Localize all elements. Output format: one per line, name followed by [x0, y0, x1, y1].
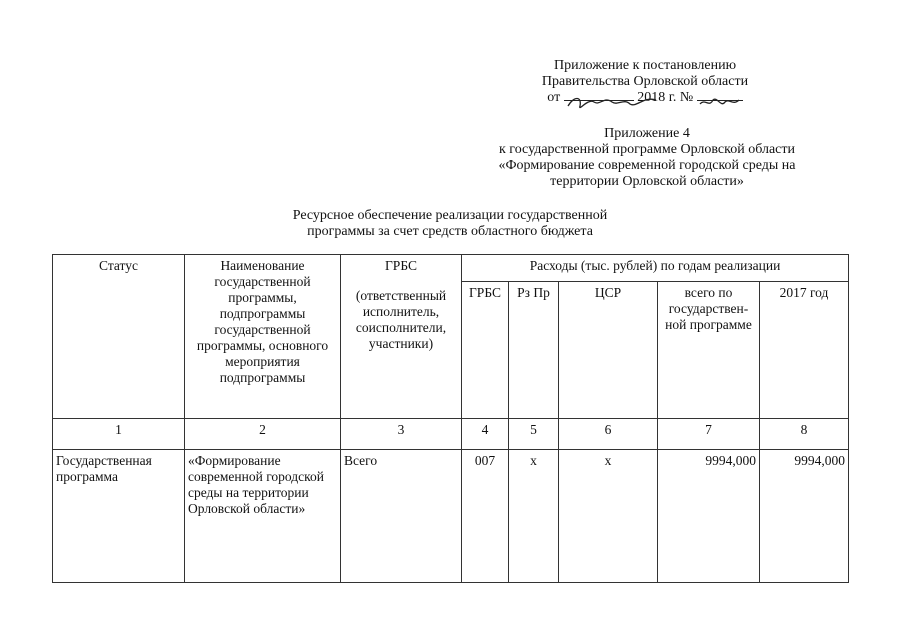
document-title — [230, 208, 670, 240]
column-number: 5 — [509, 419, 559, 450]
header-col-total: всего по государствен-ной программе — [658, 282, 760, 419]
date-prefix: от — [547, 90, 561, 105]
header-row-1 — [53, 255, 849, 282]
approval-date-line — [510, 90, 780, 106]
handwritten-date — [564, 100, 634, 101]
column-number: 3 — [341, 419, 462, 450]
header-col-rzpr: Рз Пр — [509, 282, 559, 419]
column-number: 7 — [658, 419, 760, 450]
appendix-header — [472, 126, 822, 190]
date-year: 2018 г. — [637, 90, 677, 105]
cell-status: Государственная программа — [53, 450, 185, 583]
handwritten-number — [697, 100, 743, 101]
column-number: 2 — [185, 419, 341, 450]
appendix-line-2: к государственной программе Орловской области — [499, 142, 795, 157]
column-number: 6 — [559, 419, 658, 450]
approval-header — [510, 58, 780, 106]
column-number: 8 — [760, 419, 849, 450]
header-grbs-sub: (ответственный исполнитель, соисполнители, участники) — [355, 288, 447, 351]
appendix-line-1: Приложение 4 — [604, 126, 690, 141]
column-numbers-row — [53, 419, 849, 450]
header-grbs — [341, 255, 462, 419]
column-number: 1 — [53, 419, 185, 450]
appendix-line-4: территории Орловской области» — [550, 174, 744, 189]
resource-table — [52, 254, 849, 583]
handwritten-number-signature — [697, 94, 743, 112]
table-row — [53, 450, 849, 583]
header-status: Статус — [53, 255, 185, 419]
cell-name: «Формирование современной городской среды на территории Орловской области» — [185, 450, 341, 583]
header-name: Наименование государственной программы, подпрограммы государственной программы, основного мероприятия подпрограммы — [185, 255, 341, 419]
appendix-line-3: «Формирование современной городской среды на — [498, 158, 796, 173]
title-line-1: Ресурсное обеспечение реализации государственной — [292, 208, 608, 223]
header-expenses: Расходы (тыс. рублей) по годам реализации — [462, 255, 849, 282]
header-grbs-main: ГРБС — [385, 258, 417, 273]
column-number: 4 — [462, 419, 509, 450]
header-col-csr: ЦСР — [559, 282, 658, 419]
title-line-2: программы за счет средств областного бюджета — [307, 224, 593, 239]
cell-grbs: Всего — [341, 450, 462, 583]
approval-line-2: Правительства Орловской области — [541, 74, 749, 89]
header-col-grbs: ГРБС — [462, 282, 509, 419]
cell-csr: х — [559, 450, 658, 583]
handwritten-date-signature — [564, 94, 660, 112]
cell-total: 9994,000 — [658, 450, 760, 583]
cell-2017: 9994,000 — [760, 450, 849, 583]
cell-rzpr: х — [509, 450, 559, 583]
header-col-2017: 2017 год — [760, 282, 849, 419]
cell-grbs-code: 007 — [462, 450, 509, 583]
approval-line-1: Приложение к постановлению — [553, 58, 737, 73]
number-prefix: № — [679, 90, 694, 105]
